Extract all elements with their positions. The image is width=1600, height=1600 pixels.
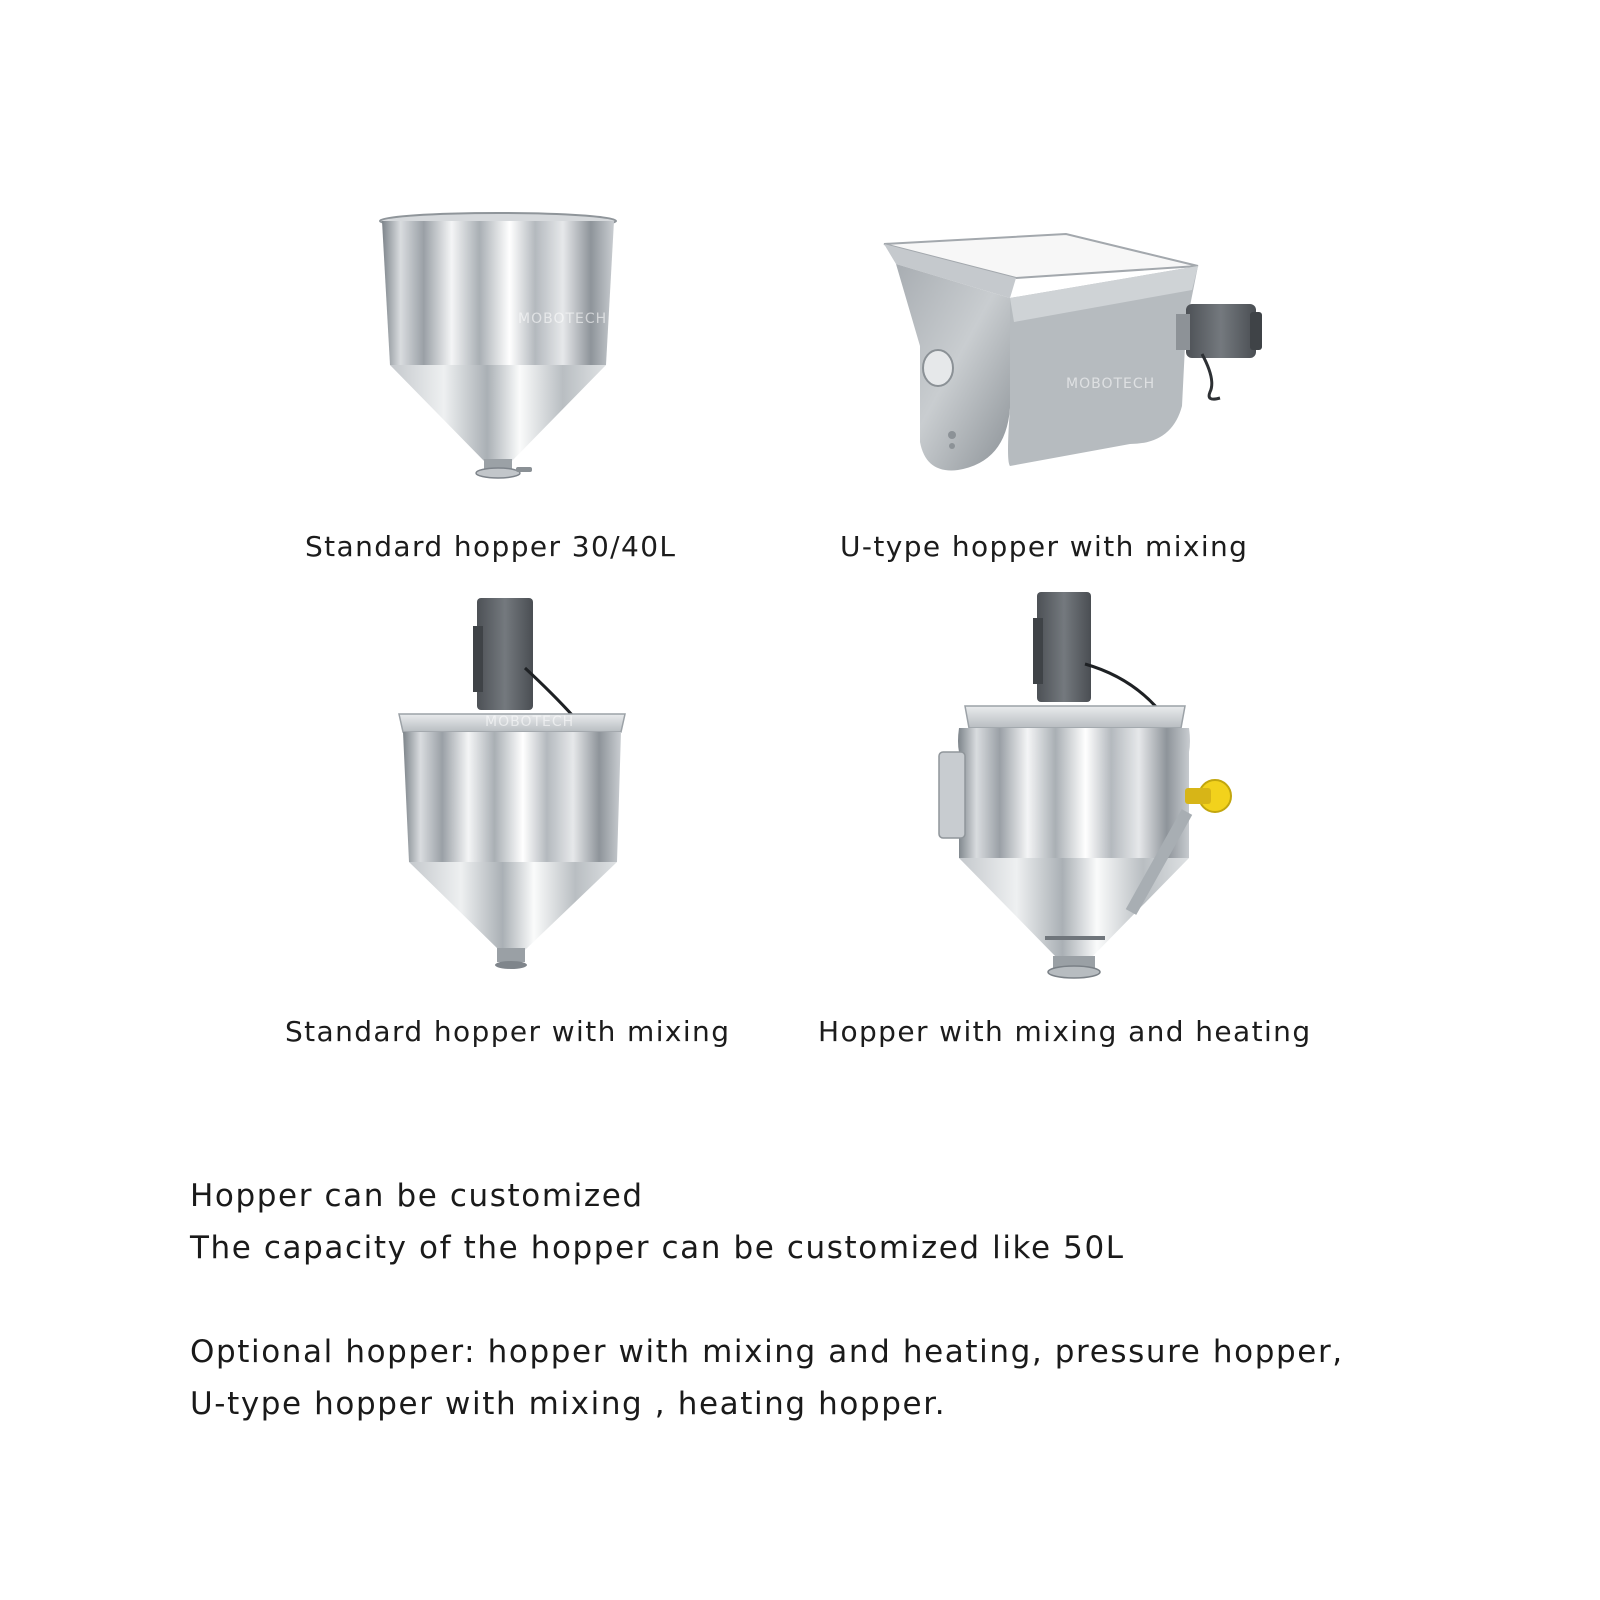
note-line-3: Optional hopper: hopper with mixing and heating, pressure hopper, bbox=[190, 1334, 1344, 1370]
product-standard-hopper bbox=[370, 205, 630, 495]
caption-u-type-hopper: U-type hopper with mixing bbox=[840, 530, 1249, 563]
standard-hopper-image bbox=[370, 205, 630, 495]
caption-standard-hopper: Standard hopper 30/40L bbox=[305, 530, 677, 563]
caption-standard-hopper-mixing: Standard hopper with mixing bbox=[285, 1015, 731, 1048]
product-standard-hopper-mixing bbox=[395, 598, 635, 978]
watermark-logo: MOBOTECH bbox=[518, 311, 608, 327]
note-line-1: Hopper can be customized bbox=[190, 1178, 644, 1214]
u-type-hopper-image bbox=[880, 230, 1280, 490]
product-u-type-hopper bbox=[880, 230, 1280, 490]
watermark-logo: MOBOTECH bbox=[485, 714, 575, 730]
standard-hopper-mixing-image bbox=[395, 598, 635, 978]
note-line-2: The capacity of the hopper can be customized like 50L bbox=[190, 1230, 1125, 1266]
caption-heating-hopper: Hopper with mixing and heating bbox=[818, 1015, 1312, 1048]
heating-hopper-image bbox=[935, 592, 1265, 992]
customization-notes bbox=[190, 1170, 1344, 1430]
watermark-logo: MOBOTECH bbox=[1066, 376, 1156, 392]
note-line-4: U-type hopper with mixing , heating hopper. bbox=[190, 1386, 947, 1422]
product-heating-hopper bbox=[935, 592, 1265, 992]
